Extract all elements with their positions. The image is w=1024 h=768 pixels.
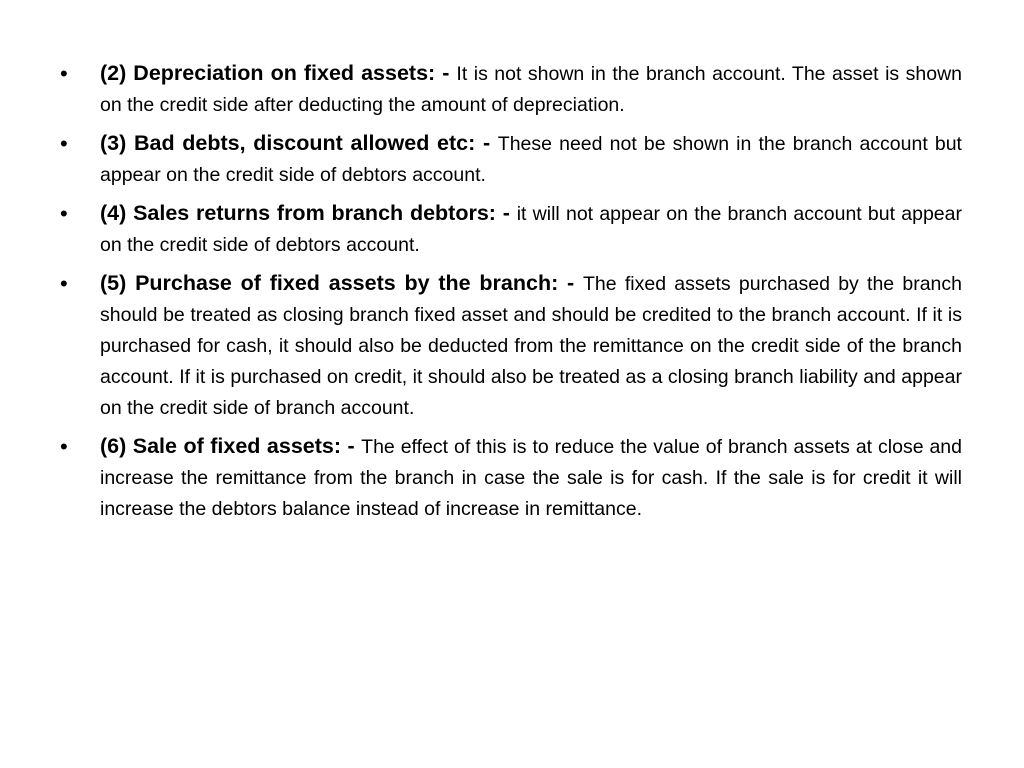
bullet-heading: (4) Sales returns from branch debtors: - — [100, 201, 517, 225]
bullet-icon: • — [60, 434, 68, 459]
bullet-heading: (5) Purchase of fixed assets by the branch: - — [100, 271, 584, 295]
bullet-item-depreciation — [58, 58, 962, 121]
bullet-item-sales-returns — [58, 198, 962, 261]
bullet-item-sale-fixed-assets — [58, 431, 962, 525]
bullet-icon: • — [60, 61, 68, 86]
bullet-heading: (6) Sale of fixed assets: - — [100, 434, 362, 458]
bullet-text: These need not be shown in the branch account but appear on the credit side of debtors account. — [100, 133, 962, 186]
bullet-icon: • — [60, 271, 68, 296]
bullet-text: It is not shown in the branch account. The asset is shown on the credit side after deducting the amount of depreciation. — [100, 63, 962, 116]
bullet-text: The effect of this is to reduce the value of branch assets at close and increase the remittance from the branch in case the sale is for cash. If the sale is for credit it will increase the debtors balance instead of increase in remittance. — [100, 436, 963, 520]
bullet-heading: (2) Depreciation on fixed assets: - — [100, 61, 457, 85]
bullet-text: it will not appear on the branch account but appear on the credit side of debtors account. — [100, 203, 962, 256]
bullet-icon: • — [60, 201, 68, 226]
bullet-text: The fixed assets purchased by the branch should be treated as closing branch fixed asset and should be credited to the branch account. If it is purchased for cash, it should also be deducted from the remittance on the credit side of the branch account. If it is purchased on credit, it should also be treated as a closing branch liability and appear on the credit side of branch account. — [100, 273, 962, 419]
bullet-item-bad-debts — [58, 128, 962, 191]
bullet-item-purchase-fixed-assets — [58, 268, 962, 424]
bullet-heading: (3) Bad debts, discount allowed etc: - — [100, 131, 498, 155]
bullet-icon: • — [60, 131, 68, 156]
bullet-list — [58, 58, 962, 532]
